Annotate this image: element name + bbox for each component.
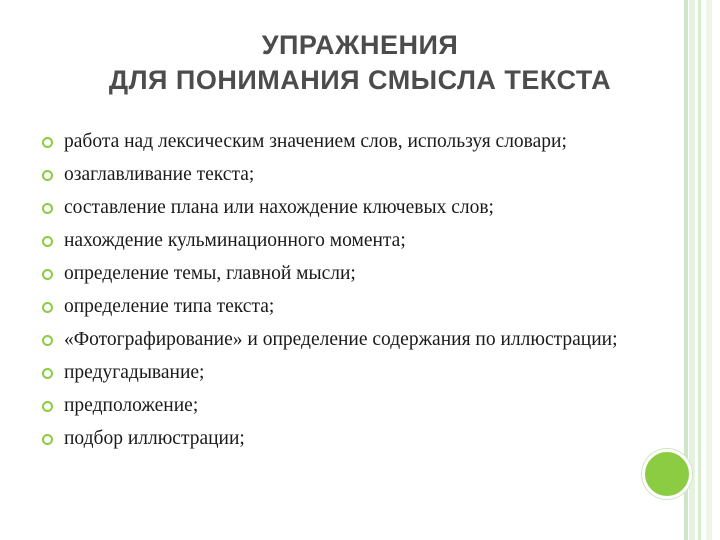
bullet-icon: [42, 401, 53, 412]
bullet-icon: [42, 236, 53, 247]
list-item: [40, 426, 640, 451]
list-item: [40, 162, 640, 187]
list-item-text: нахождение кульминационного момента;: [64, 230, 406, 251]
list-item-text: «Фотографирование» и определение содержания по иллюстрации;: [64, 329, 618, 350]
bullet-icon: [42, 203, 53, 214]
bullet-icon: [42, 137, 53, 148]
list-item-text: подбор иллюстрации;: [64, 428, 245, 449]
bullet-icon: [42, 368, 53, 379]
decorative-green-circle: [642, 449, 692, 499]
list-item: [40, 294, 640, 319]
list-item: [40, 360, 640, 385]
bullet-icon: [42, 302, 53, 313]
list-item-text: определение темы, главной мысли;: [64, 263, 356, 284]
list-item: [40, 129, 640, 154]
title-line-1: УПРАЖНЕНИЯ: [261, 30, 459, 60]
list-item: [40, 327, 640, 352]
list-item-text: составление плана или нахождение ключевых слов;: [64, 197, 494, 218]
list-item: [40, 393, 640, 418]
bullet-icon: [42, 170, 53, 181]
list-item-text: работа над лексическим значением слов, используя словари;: [64, 131, 567, 152]
bullet-icon: [42, 335, 53, 346]
bullet-icon: [42, 269, 53, 280]
list-item: [40, 195, 640, 220]
bullet-icon: [42, 434, 53, 445]
list-item: [40, 228, 640, 253]
list-item-text: озаглавливание текста;: [64, 164, 255, 185]
list-item-text: определение типа текста;: [64, 296, 275, 317]
title-line-2: ДЛЯ ПОНИМАНИЯ СМЫСЛА ТЕКСТА: [108, 65, 612, 95]
list-item-text: предугадывание;: [64, 362, 205, 383]
list-item-text: предположение;: [64, 395, 199, 416]
exercise-list: [40, 129, 640, 459]
list-item: [40, 261, 640, 286]
slide-title: [0, 28, 720, 98]
